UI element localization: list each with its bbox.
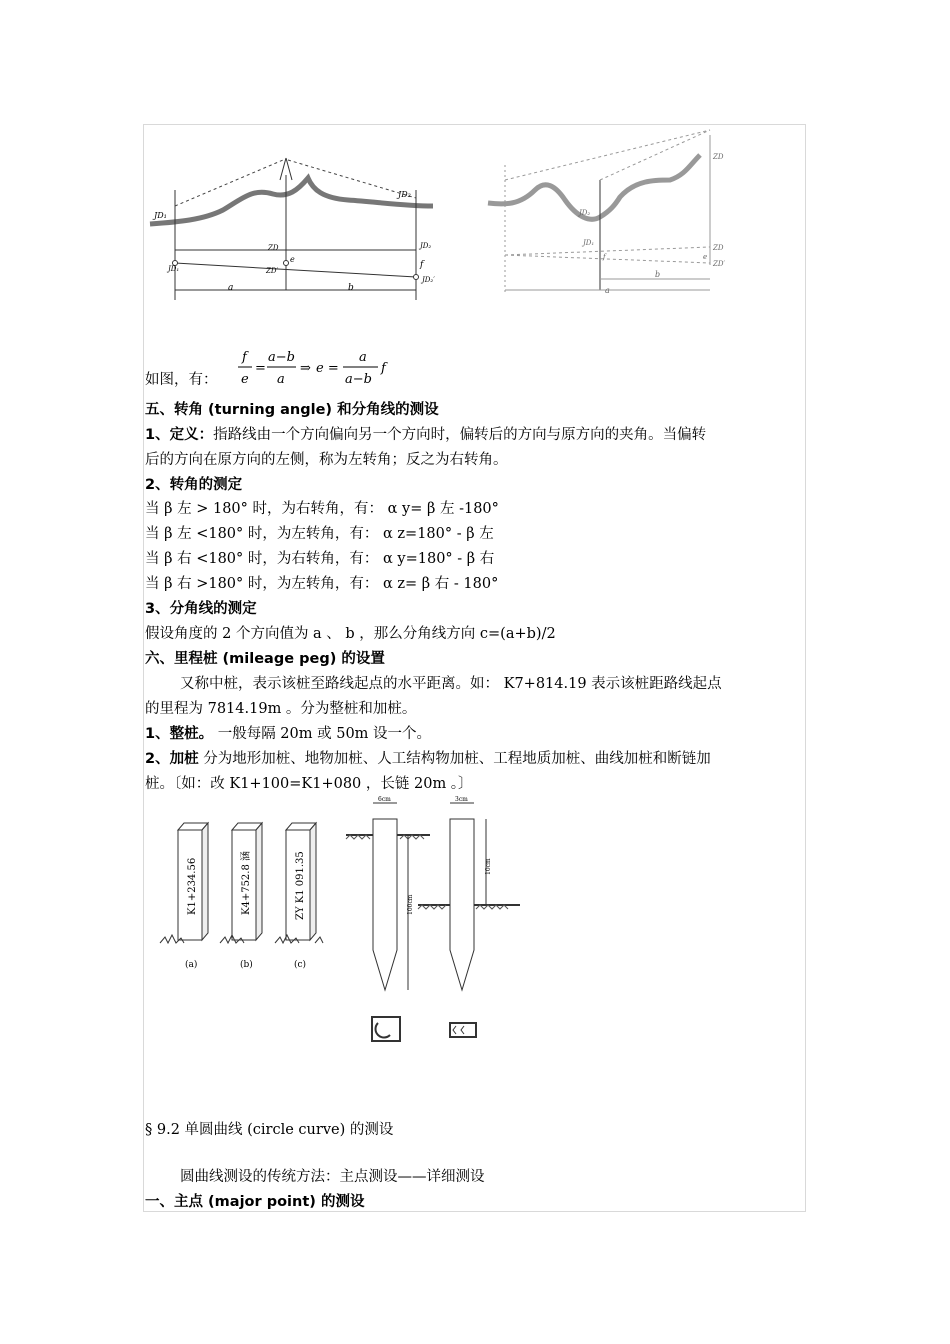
label-r-jd1: JD₁ xyxy=(583,239,595,247)
label-r-zd2: ZD xyxy=(713,244,724,252)
dim-10cm: 10cm xyxy=(485,858,492,875)
formula-line-4: 当 β 右 >180° 时，为左转角，有： α z= β 右 - 180° xyxy=(145,576,499,592)
svg-text:a: a xyxy=(359,350,367,365)
svg-text:f: f xyxy=(242,350,247,365)
heading-major-point: 一、主点 (major point) 的测设 xyxy=(145,1194,365,1210)
peg-label-c: ZY K1 091.35 xyxy=(295,851,306,920)
label-f: f xyxy=(420,260,424,270)
para-circle-method: 圆曲线测设的传统方法：主点测设——详细测设 xyxy=(180,1169,485,1185)
label-r-zd3: ZD′ xyxy=(713,260,726,268)
item-whole-peg: 1、整桩。 一般每隔 20m 或 50m 设一个。 xyxy=(145,726,432,742)
caption-a: (a) xyxy=(185,960,198,970)
label-zd: ZD xyxy=(268,244,279,252)
label-jd1b: JD₁ xyxy=(168,265,180,273)
item-plus-peg: 2、加桩 分为地形加桩、地物加桩、人工结构物加桩、工程地质加桩、曲线加桩和断链加 xyxy=(145,751,711,767)
label-a: a xyxy=(228,283,234,293)
formula-line-3: 当 β 右 <180° 时，为右转角，有： α y=180° - β 右 xyxy=(145,551,495,567)
label-r-e: e xyxy=(703,253,708,261)
svg-text:a−b: a−b xyxy=(345,372,372,387)
svg-text:a−b: a−b xyxy=(268,350,295,365)
label-r-b: b xyxy=(655,270,661,279)
formula-expression xyxy=(238,347,408,391)
heading-mileage: 六、里程桩 (mileage peg) 的设置 xyxy=(145,651,385,667)
peg-label-a: K1+234.56 xyxy=(187,857,198,915)
caption-c: (c) xyxy=(294,960,307,970)
peg-label-b: K4+752.8 涵 xyxy=(241,850,252,915)
para-mileage-cont: 的里程为 7814.19m 。分为整桩和加桩。 xyxy=(145,701,417,717)
figure-pegs xyxy=(150,795,530,1055)
svg-text:f: f xyxy=(381,361,386,376)
label-jd1: JD₁ xyxy=(154,211,167,220)
formula-line-1: 当 β 左 > 180° 时，为右转角，有： α y= β 左 -180° xyxy=(145,501,499,517)
label-jd2c: JD₂′ xyxy=(422,276,435,284)
para-definition-cont: 后的方向在原方向的左侧，称为左转角；反之为右转角。 xyxy=(145,452,508,468)
para-bisector: 假设角度的 2 个方向值为 a 、 b ，那么分角线方向 c=(a+b)/2 xyxy=(145,626,556,642)
dim-6cm: 6cm xyxy=(378,796,391,803)
para-mileage: 又称中桩，表示该桩至路线起点的水平距离。如： K7+814.19 表示该桩距路线起点 xyxy=(180,676,722,692)
item-plus-peg-cont: 桩。〔如：改 K1+100=K1+080 ，长链 20m 。〕 xyxy=(145,776,473,792)
label-jd2: JD₂ xyxy=(398,190,411,199)
label-b: b xyxy=(348,283,354,293)
para-definition: 1、定义：指路线由一个方向偏向另一个方向时，偏转后的方向与原方向的夹角。当偏转 xyxy=(145,427,707,443)
caption-b: (b) xyxy=(240,960,253,970)
label-r-jd2: JD₂ xyxy=(579,209,591,217)
label-jd2b: JD₂ xyxy=(420,242,432,250)
formula-prefix: 如图，有： xyxy=(145,372,218,388)
svg-text:e: e xyxy=(241,372,249,387)
svg-text:=: = xyxy=(255,361,266,376)
heading-measure: 2、转角的测定 xyxy=(145,477,243,493)
svg-text:e =: e = xyxy=(316,361,339,376)
svg-text:a: a xyxy=(277,372,285,387)
dim-3cm: 3cm xyxy=(455,796,468,803)
section-9-2: § 9.2 单圆曲线 (circle curve) 的测设 xyxy=(145,1122,394,1138)
heading-turning-angle: 五、转角 (turning angle) 和分角线的测设 xyxy=(145,402,439,418)
label-r-a: a xyxy=(605,286,610,295)
figure-turning-left xyxy=(148,150,438,300)
label-r-f: f xyxy=(603,253,606,261)
figure-turning-right xyxy=(485,125,750,300)
label-r-zd: ZD xyxy=(713,153,724,161)
label-e: e xyxy=(290,255,295,264)
dim-100cm: 100cm xyxy=(407,894,414,915)
svg-text:⇒: ⇒ xyxy=(300,361,311,376)
heading-bisector: 3、分角线的测定 xyxy=(145,601,257,617)
label-zd-prime: ZD′ xyxy=(266,267,279,275)
formula-line-2: 当 β 左 <180° 时，为左转角，有： α z=180° - β 左 xyxy=(145,526,494,542)
